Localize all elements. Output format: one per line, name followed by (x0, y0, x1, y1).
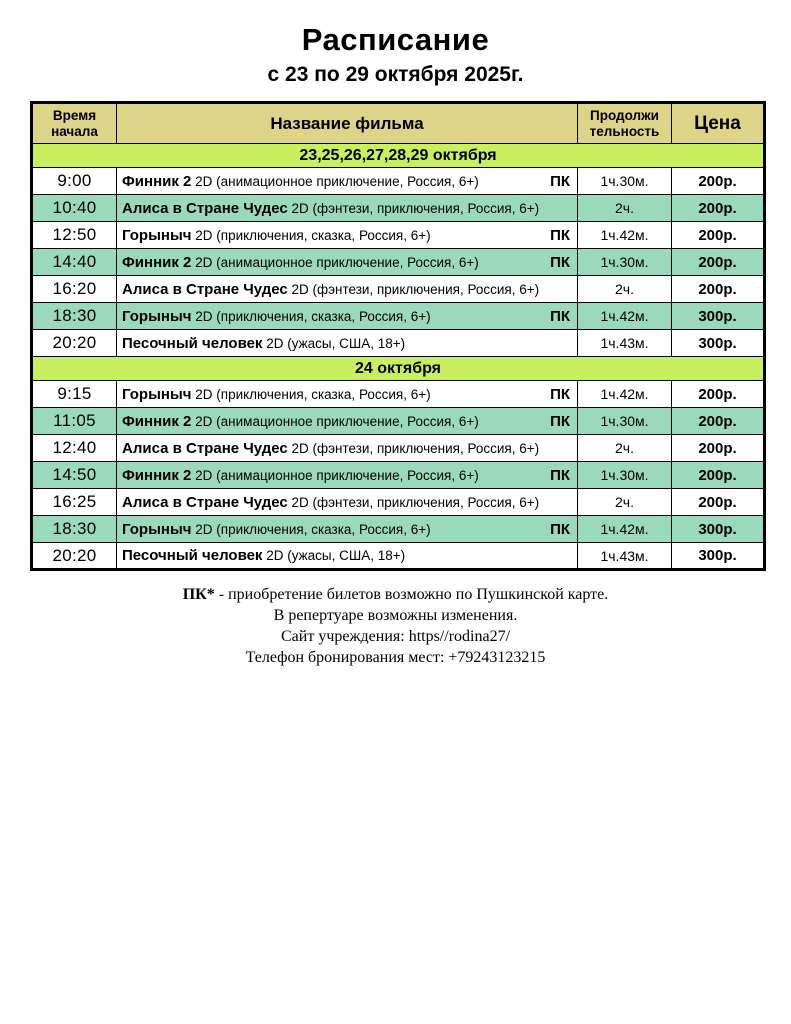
date-section-label: 24 октября (32, 357, 765, 381)
screening-time: 12:40 (32, 435, 117, 462)
movie-text (122, 254, 479, 271)
movie-details: 2D (анимационное приключение, Россия, 6+) (195, 467, 479, 483)
screening-movie-cell (117, 516, 578, 543)
screening-movie-cell (117, 276, 578, 303)
date-section-row (32, 144, 765, 168)
screening-time: 16:25 (32, 489, 117, 516)
movie-text (122, 200, 539, 217)
screening-time: 9:00 (32, 168, 117, 195)
pushkin-card-badge: ПК (550, 412, 570, 430)
screening-time: 20:20 (32, 543, 117, 570)
pushkin-card-badge: ПК (550, 172, 570, 190)
movie-cell-layout (122, 440, 570, 457)
screening-movie-cell (117, 435, 578, 462)
movie-title: Финник 2 (122, 172, 192, 190)
movie-title: Финник 2 (122, 253, 192, 271)
movie-text (122, 440, 539, 457)
footnotes (0, 584, 791, 668)
screening-movie-cell (117, 222, 578, 249)
screening-row (32, 330, 765, 357)
screening-row (32, 249, 765, 276)
screening-row (32, 195, 765, 222)
screening-price: 200р. (672, 222, 765, 249)
movie-cell-layout (122, 494, 570, 511)
movie-text (122, 494, 539, 511)
screening-duration: 1ч.30м. (578, 249, 672, 276)
pushkin-card-badge: ПК (550, 520, 570, 538)
movie-title: Финник 2 (122, 466, 192, 484)
pushkin-card-badge: ПК (550, 385, 570, 403)
screening-price: 300р. (672, 303, 765, 330)
column-header-duration: Продолжи тельность (578, 103, 672, 144)
screening-duration: 2ч. (578, 435, 672, 462)
movie-title: Алиса в Стране Чудес (122, 280, 288, 298)
movie-cell-layout (122, 254, 570, 271)
screening-duration: 1ч.42м. (578, 222, 672, 249)
screening-price: 200р. (672, 408, 765, 435)
movie-cell-layout (122, 200, 570, 217)
movie-details: 2D (приключения, сказка, Россия, 6+) (195, 308, 431, 324)
movie-cell-layout (122, 386, 570, 403)
movie-text (122, 386, 431, 403)
screening-row (32, 168, 765, 195)
screening-movie-cell (117, 543, 578, 570)
screening-price: 200р. (672, 168, 765, 195)
movie-details: 2D (анимационное приключение, Россия, 6+) (195, 254, 479, 270)
movie-title: Алиса в Стране Чудес (122, 439, 288, 457)
screening-movie-cell (117, 489, 578, 516)
column-header-movie-title: Название фильма (117, 103, 578, 144)
screening-movie-cell (117, 168, 578, 195)
movie-title: Горыныч (122, 520, 192, 538)
screening-row (32, 489, 765, 516)
date-section-row (32, 357, 765, 381)
screening-price: 300р. (672, 330, 765, 357)
screening-duration: 1ч.43м. (578, 330, 672, 357)
screening-price: 300р. (672, 516, 765, 543)
movie-cell-layout (122, 281, 570, 298)
movie-cell-layout (122, 413, 570, 430)
movie-title: Песочный человек (122, 334, 263, 352)
screening-time: 20:20 (32, 330, 117, 357)
movie-details: 2D (ужасы, США, 18+) (266, 548, 406, 563)
pushkin-card-badge: ПК (550, 307, 570, 325)
screening-price: 200р. (672, 489, 765, 516)
pk-note-text: - приобретение билетов возможно по Пушкинской карте. (214, 586, 609, 603)
screening-duration: 1ч.43м. (578, 543, 672, 570)
movie-title: Горыныч (122, 307, 192, 325)
movie-title: Финник 2 (122, 412, 192, 430)
movie-details: 2D (приключения, сказка, Россия, 6+) (195, 521, 431, 537)
movie-title: Алиса в Стране Чудес (122, 199, 288, 217)
movie-details: 2D (фэнтези, приключения, Россия, 6+) (291, 200, 540, 216)
screening-duration: 2ч. (578, 489, 672, 516)
screening-duration: 1ч.30м. (578, 168, 672, 195)
movie-details: 2D (фэнтези, приключения, Россия, 6+) (291, 281, 540, 297)
movie-details: 2D (анимационное приключение, Россия, 6+) (195, 173, 479, 189)
movie-cell-layout (122, 521, 570, 538)
column-header-start-time: Время начала (32, 103, 117, 144)
screening-time: 10:40 (32, 195, 117, 222)
screening-price: 200р. (672, 195, 765, 222)
screening-duration: 1ч.42м. (578, 303, 672, 330)
movie-details: 2D (ужасы, США, 18+) (266, 335, 406, 351)
screening-time: 9:15 (32, 381, 117, 408)
screening-row (32, 516, 765, 543)
movie-text (122, 521, 431, 538)
screening-duration: 1ч.30м. (578, 462, 672, 489)
movie-details: 2D (фэнтези, приключения, Россия, 6+) (291, 440, 540, 456)
screening-time: 12:50 (32, 222, 117, 249)
movie-cell-layout (122, 173, 570, 190)
screening-time: 16:20 (32, 276, 117, 303)
screening-row (32, 435, 765, 462)
movie-text (122, 281, 539, 298)
movie-title: Песочный человек (122, 547, 263, 564)
screening-price: 300р. (672, 543, 765, 570)
movie-title: Горыныч (122, 385, 192, 403)
screening-time: 11:05 (32, 408, 117, 435)
screening-duration: 2ч. (578, 195, 672, 222)
movie-text (122, 547, 405, 564)
screening-time: 14:40 (32, 249, 117, 276)
screening-time: 18:30 (32, 303, 117, 330)
screening-time: 14:50 (32, 462, 117, 489)
screening-row (32, 222, 765, 249)
screening-movie-cell (117, 408, 578, 435)
screening-row (32, 303, 765, 330)
screening-movie-cell (117, 462, 578, 489)
movie-cell-layout (122, 467, 570, 484)
screening-duration: 1ч.42м. (578, 516, 672, 543)
screening-price: 200р. (672, 462, 765, 489)
screening-row (32, 276, 765, 303)
pushkin-card-badge: ПК (550, 253, 570, 271)
movie-cell-layout (122, 308, 570, 325)
footnote-website: Сайт учреждения: https//rodina27/ (280, 628, 511, 646)
screening-movie-cell (117, 330, 578, 357)
screening-price: 200р. (672, 249, 765, 276)
movie-details: 2D (анимационное приключение, Россия, 6+) (195, 413, 479, 429)
movie-text (122, 173, 479, 190)
movie-title: Алиса в Стране Чудес (122, 493, 288, 511)
screening-movie-cell (117, 249, 578, 276)
date-section-label: 23,25,26,27,28,29 октября (32, 144, 765, 168)
screening-price: 200р. (672, 435, 765, 462)
movie-text (122, 308, 431, 325)
screening-row (32, 381, 765, 408)
movie-cell-layout (122, 227, 570, 244)
page-title: Расписание (301, 22, 490, 57)
screening-time: 18:30 (32, 516, 117, 543)
movie-text (122, 335, 405, 352)
column-header-price: Цена (672, 103, 765, 144)
screening-price: 200р. (672, 276, 765, 303)
screening-row (32, 543, 765, 570)
table-header-row (32, 103, 765, 144)
screening-price: 200р. (672, 381, 765, 408)
schedule-body (32, 144, 765, 570)
movie-details: 2D (приключения, сказка, Россия, 6+) (195, 227, 431, 243)
screening-duration: 2ч. (578, 276, 672, 303)
screening-movie-cell (117, 303, 578, 330)
movie-details: 2D (приключения, сказка, Россия, 6+) (195, 386, 431, 402)
screening-movie-cell (117, 381, 578, 408)
movie-text (122, 227, 431, 244)
footnote-phone: Телефон бронирования мест: +79243123215 (245, 649, 546, 667)
screening-duration: 1ч.42м. (578, 381, 672, 408)
footnote-pushkin-card (0, 584, 791, 605)
footnote-repertoire: В репертуаре возможны изменения. (273, 607, 518, 625)
screening-duration: 1ч.30м. (578, 408, 672, 435)
pk-abbreviation: ПК* (182, 586, 215, 603)
pushkin-card-badge: ПК (550, 226, 570, 244)
movie-cell-layout (122, 335, 570, 352)
date-range-subtitle: с 23 по 29 октября 2025г. (267, 63, 524, 86)
screening-row (32, 408, 765, 435)
screening-row (32, 462, 765, 489)
movie-text (122, 467, 479, 484)
movie-title: Горыныч (122, 226, 192, 244)
screening-movie-cell (117, 195, 578, 222)
movie-details: 2D (фэнтези, приключения, Россия, 6+) (291, 494, 540, 510)
movie-text (122, 413, 479, 430)
movie-cell-layout (122, 547, 570, 564)
pushkin-card-badge: ПК (550, 466, 570, 484)
schedule-table (30, 101, 766, 571)
